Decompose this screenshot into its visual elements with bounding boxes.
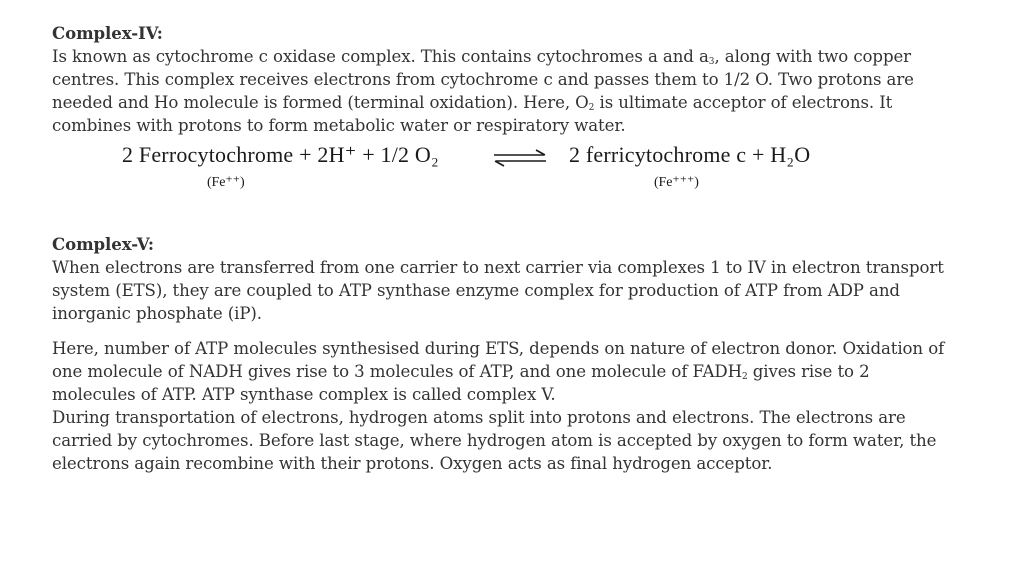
ferric-ion-label: (Fe⁺⁺⁺) xyxy=(654,175,699,190)
equation-products: 2 ferricytochrome c + H₂O xyxy=(569,142,811,167)
complex-iv-description xyxy=(52,45,952,137)
subscript-fadh2: 2 xyxy=(741,372,748,382)
equilibrium-arrow-icon xyxy=(492,149,548,167)
slide-content xyxy=(52,22,952,475)
reaction-equation xyxy=(52,137,952,233)
subscript-2: 2 xyxy=(588,103,595,113)
complex-v-paragraph-1: When electrons are transferred from one carrier to next carrier via complexes 1 to IV in electron transport system (ETS), they are coupled to ATP synthase enzyme complex for production of ATP from ADP and inorganic phosphate (iP). xyxy=(52,258,944,323)
complex-iv-text-part1: Is known as cytochrome c oxidase complex. This contains cytochromes a and a xyxy=(52,47,709,66)
subscript-3: 3 xyxy=(708,57,715,67)
complex-v-text-part2: gives rise to 2 molecules of ATP. ATP synthase complex is called complex V. xyxy=(52,362,870,404)
complex-iv-text-part3: is ultimate acceptor of electrons. It combines with protons to form metabolic water or respiratory water. xyxy=(52,93,893,135)
equation-reactants: 2 Ferrocytochrome + 2H⁺ + 1/2 O₂ xyxy=(122,142,439,167)
complex-iv-heading: Complex-IV: xyxy=(52,23,163,43)
complex-iv-text-part2: , along with two copper centres. This complex receives electrons from cytochrome c and passes them to 1/2 O. Two protons are needed and Ho molecule is formed (terminal oxidation). Here, O xyxy=(52,47,914,112)
complex-v-heading: Complex-V: xyxy=(52,234,154,254)
complex-v-paragraph-3: During transportation of electrons, hydrogen atoms split into protons and electrons. The electrons are carried by cytochromes. Before last stage, where hydrogen atom is accepted by oxygen to form water, the electrons again recombine with their protons. Oxygen acts as final hydrogen acceptor. xyxy=(52,408,937,473)
complex-v-section xyxy=(52,233,952,475)
complex-v-paragraph-2 xyxy=(52,337,952,406)
complex-v-text-part1: Here, number of ATP molecules synthesised during ETS, depends on nature of electron donor. Oxidation of one molecule of NADH gives rise to 3 molecules of ATP, and one molecule of FADH xyxy=(52,339,945,381)
ferrous-ion-label: (Fe⁺⁺) xyxy=(207,175,245,190)
